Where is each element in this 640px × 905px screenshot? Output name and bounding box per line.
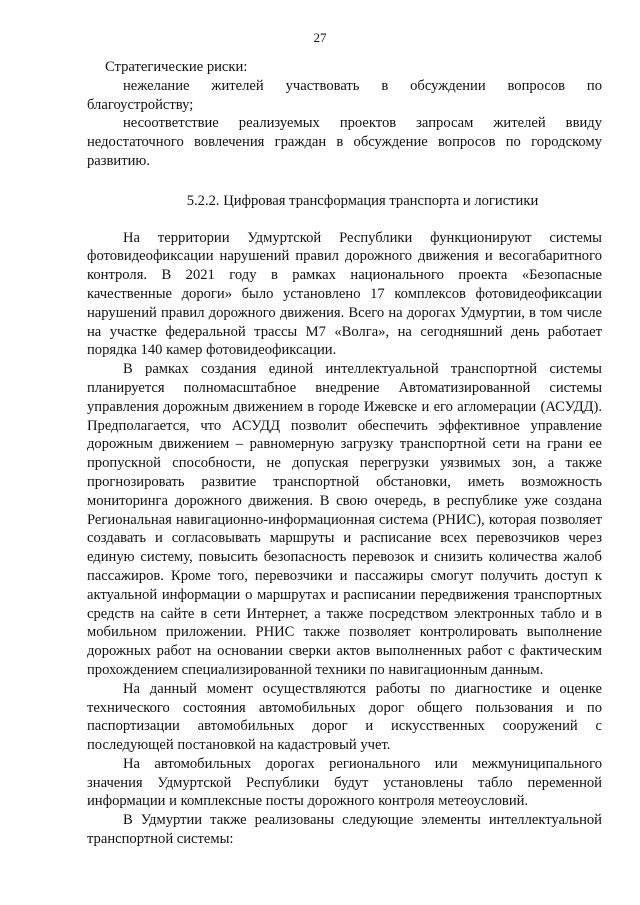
page-number: 27	[313, 30, 327, 45]
section-paragraph: На автомобильных дорогах регионального или межмуниципального значения Удмуртской Республики будут установлены табло переменной информации и комплексные посты дорожного контроля метеоусловий.	[87, 755, 602, 810]
section-heading: 5.2.2. Цифровая трансформация транспорта и логистики	[186, 192, 539, 209]
section-paragraph: На данный момент осуществляются работы по диагностике и оценке технического состояния автомобильных дорог общего пользования и по паспортизации автомобильных дорог и искусственных сооружений с последующей постановкой на кадастровый учет.	[87, 680, 602, 754]
page-content	[87, 58, 602, 849]
risks-title: Стратегические риски:	[105, 59, 248, 75]
section-paragraph: В Удмуртии также реализованы следующие элементы интеллектуальной транспортной системы:	[87, 812, 602, 848]
section-paragraph: На территории Удмуртской Республики функционируют системы фотовидеофиксации нарушений правил дорожного движения и весогабаритного контроля. В 2021 году в рамках национального проекта «Безопасные качественные дороги» было установлено 17 комплексов фотовидеофиксации нарушений правил дорожного движения. Всего на дорогах Удмуртии, в том числе на участке федеральной трассы М7 «Волга», на сегодняшний день работает порядка 140 камер фотовидеофиксации.	[87, 229, 602, 359]
risk-item: несоответствие реализуемых проектов запросам жителей ввиду недостаточного вовлечения граждан в обсуждение вопросов по городскому развитию.	[87, 115, 602, 169]
risk-item: нежелание жителей участвовать в обсуждении вопросов по благоустройству;	[87, 77, 602, 113]
section-paragraph: В рамках создания единой интеллектуальной транспортной системы планируется полномасштабное внедрение Автоматизированной системы управления дорожным движением в городе Ижевске и его агломерации (АСУДД). Предполагается, что АСУДД позволит обеспечить эффективное управление дорожным движением – равномерную загрузку транспортной сети на грани ее пропускной способности, не допуская перегрузки уязвимых зон, а также прогнозировать развитие транспортной обстановки, иметь возможность мониторинга дорожного движения. В свою очередь, в республике уже создана Региональная навигационно-информационная система (РНИС), которая позволяет создавать и согласовывать маршруты и расписание всех перевозчиков через единую систему, повысить безопасность перевозок и снизить количества жалоб пассажиров. Кроме того, перевозчики и пассажиры смогут получить доступ к актуальной информации о маршрутах и расписании передвижения транспортных средств на сайте в сети Интернет, а также посредством электронных табло и в мобильном приложении. РНИС также позволяет контролировать выполнение дорожных работ на основании сверки актов выполненных работ с фактическим прохождением специализированной техники по навигационным данным.	[87, 361, 602, 678]
